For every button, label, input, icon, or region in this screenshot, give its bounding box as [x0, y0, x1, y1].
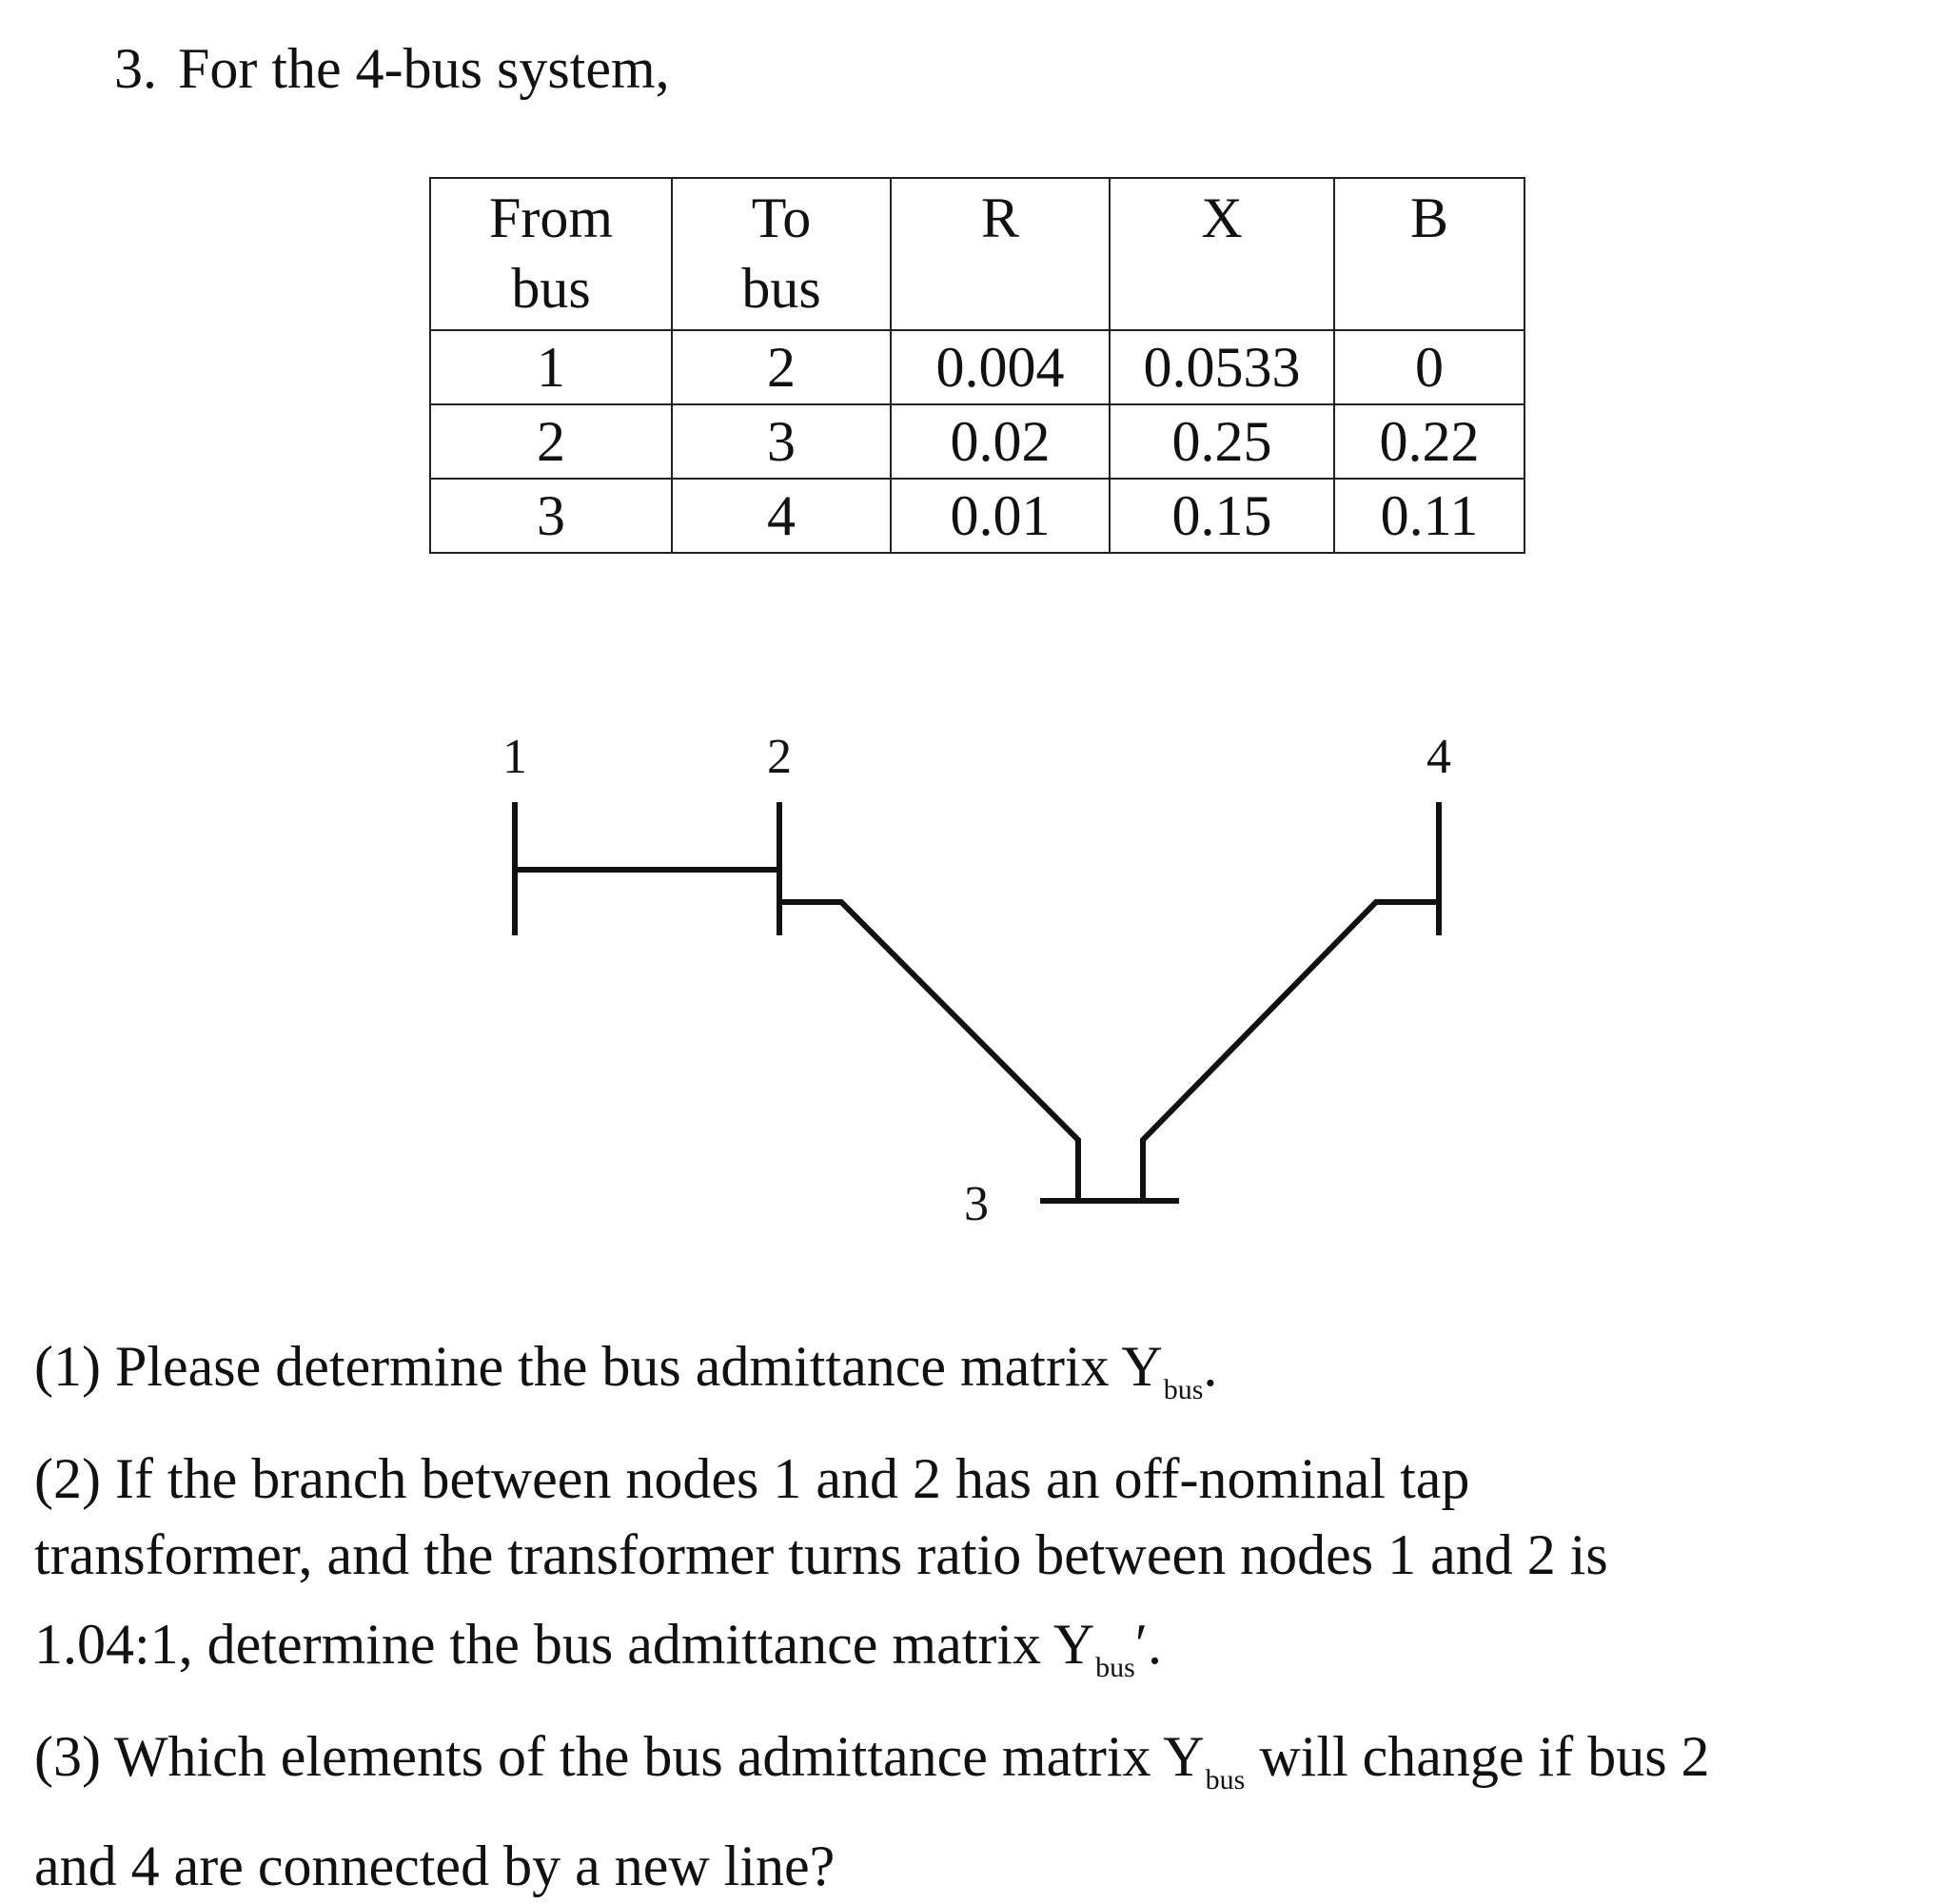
header-x: X: [1110, 178, 1334, 330]
bus-label-3: 3: [964, 1177, 989, 1231]
line-2-3: [779, 902, 1078, 1201]
problem-intro: For the 4-bus system,: [178, 37, 670, 100]
table-cell: 0.15: [1110, 479, 1334, 553]
table-cell: 3: [672, 404, 891, 479]
question-2: (2) If the branch between nodes 1 and 2 has an off-nominal tap transformer, and the transformer turns ratio between nodes 1 and 2 is 1.04:1, determine the bus admittance matrix $Y_{bus}'$.: [34, 1447, 1608, 1683]
table-cell: 0.11: [1334, 479, 1524, 553]
table-cell: 3: [430, 479, 672, 553]
line-3-4: [1143, 902, 1439, 1201]
table-cell: 4: [672, 479, 891, 553]
table-header-row: [430, 178, 1524, 330]
branch-data-table: [429, 177, 1525, 554]
table-cell: 0.01: [891, 479, 1110, 553]
table-cell: 0.0533: [1110, 330, 1334, 404]
header-r: R: [891, 178, 1110, 330]
table-row: [430, 404, 1524, 479]
header-to-bus: To bus: [672, 178, 891, 330]
ybus-prime-symbol: $Y_{bus}'$: [1052, 1613, 1148, 1683]
question-1: (1) Please determine the bus admittance matrix $Y_{bus}$.: [34, 1335, 1218, 1405]
table-cell: 0.22: [1334, 404, 1524, 479]
question-3: (3) Which elements of the bus admittance matrix $Y_{bus}$ will change if bus 2 and 4 are connected by a new line?: [34, 1725, 1710, 1897]
ybus-symbol: $Y_{bus}$: [1163, 1725, 1246, 1796]
table-cell: 1: [430, 330, 672, 404]
bus-label-1: 1: [502, 730, 527, 784]
table-cell: 0: [1334, 330, 1524, 404]
bus-label-2: 2: [767, 730, 792, 784]
header-from-bus: From bus: [430, 178, 672, 330]
table-row: [430, 479, 1524, 553]
ybus-symbol: $Y_{bus}$: [1121, 1335, 1204, 1405]
problem-heading: [114, 29, 670, 108]
table-row: [430, 330, 1524, 404]
problem-number: 3.: [114, 37, 157, 100]
header-b: B: [1334, 178, 1524, 330]
bus-label-4: 4: [1426, 730, 1451, 784]
table-cell: 0.25: [1110, 404, 1334, 479]
table-cell: 0.02: [891, 404, 1110, 479]
table-cell: 2: [672, 330, 891, 404]
table-cell: 2: [430, 404, 672, 479]
table-cell: 0.004: [891, 330, 1110, 404]
